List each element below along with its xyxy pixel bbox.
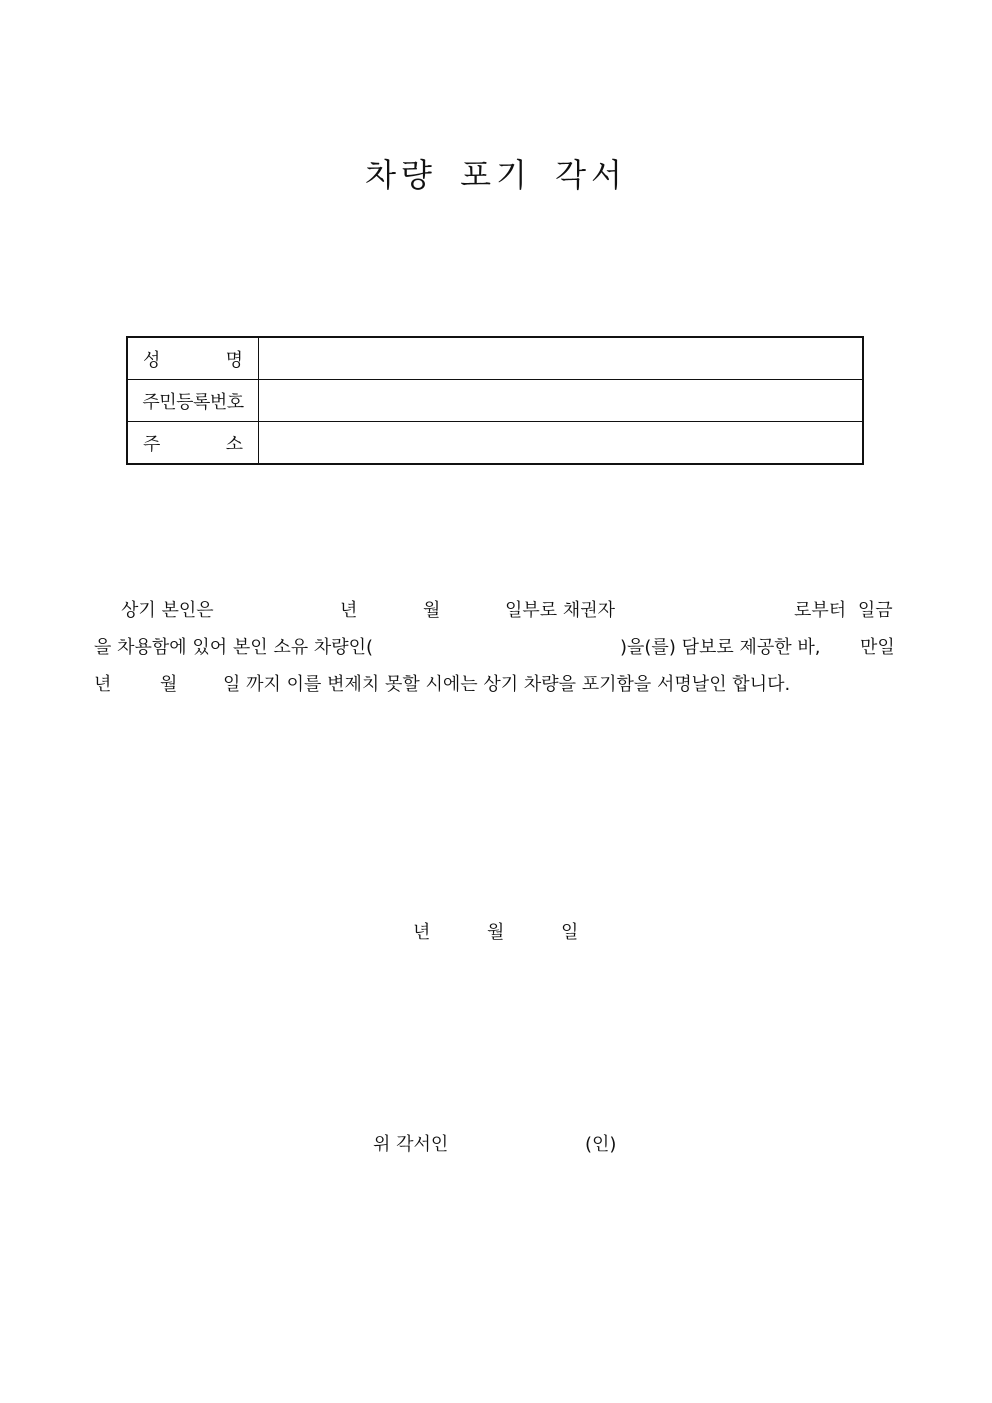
signer-label: 위 각서인 xyxy=(373,1134,449,1155)
line2-vehicle: 을 차용함에 있어 본인 소유 차량인( xyxy=(94,637,374,658)
address-value-cell[interactable] xyxy=(259,422,864,465)
address-label-char-2: 소 xyxy=(225,433,243,455)
date-month: 월 xyxy=(487,922,505,943)
document-title: 차량 포기 각서 xyxy=(365,156,627,194)
line3-month: 월 xyxy=(160,674,178,695)
name-row xyxy=(127,337,863,380)
resident-number-row xyxy=(127,380,863,422)
name-label-char-2: 명 xyxy=(225,349,243,371)
line2-if: 만일 xyxy=(860,637,895,658)
line1-amount: 로부터 일금 xyxy=(794,600,893,621)
resident-number-value-cell[interactable] xyxy=(259,380,864,422)
date-day: 일 xyxy=(561,922,579,943)
line1-creditor: 일부로 채권자 xyxy=(505,600,616,621)
name-label-char-1: 성 xyxy=(143,349,161,371)
address-label xyxy=(127,422,259,465)
date-year: 년 xyxy=(413,922,431,943)
address-label-char-1: 주 xyxy=(143,433,161,455)
line3-statement: 일 까지 이를 변제치 못할 시에는 상기 차량을 포기함을 서명날인 합니다. xyxy=(223,674,791,695)
line3-year: 년 xyxy=(94,674,112,695)
line1-prefix: 상기 본인은 xyxy=(121,600,214,621)
resident-number-label: 주민등록번호 xyxy=(127,380,259,422)
name-label xyxy=(127,337,259,380)
line2-collateral: )을(를) 담보로 제공한 바, xyxy=(620,637,821,658)
name-value-cell[interactable] xyxy=(259,337,864,380)
line1-year: 년 xyxy=(340,600,358,621)
seal-mark: (인) xyxy=(585,1134,617,1155)
address-row xyxy=(127,422,863,465)
line1-month: 월 xyxy=(423,600,441,621)
personal-info-table xyxy=(126,336,864,465)
